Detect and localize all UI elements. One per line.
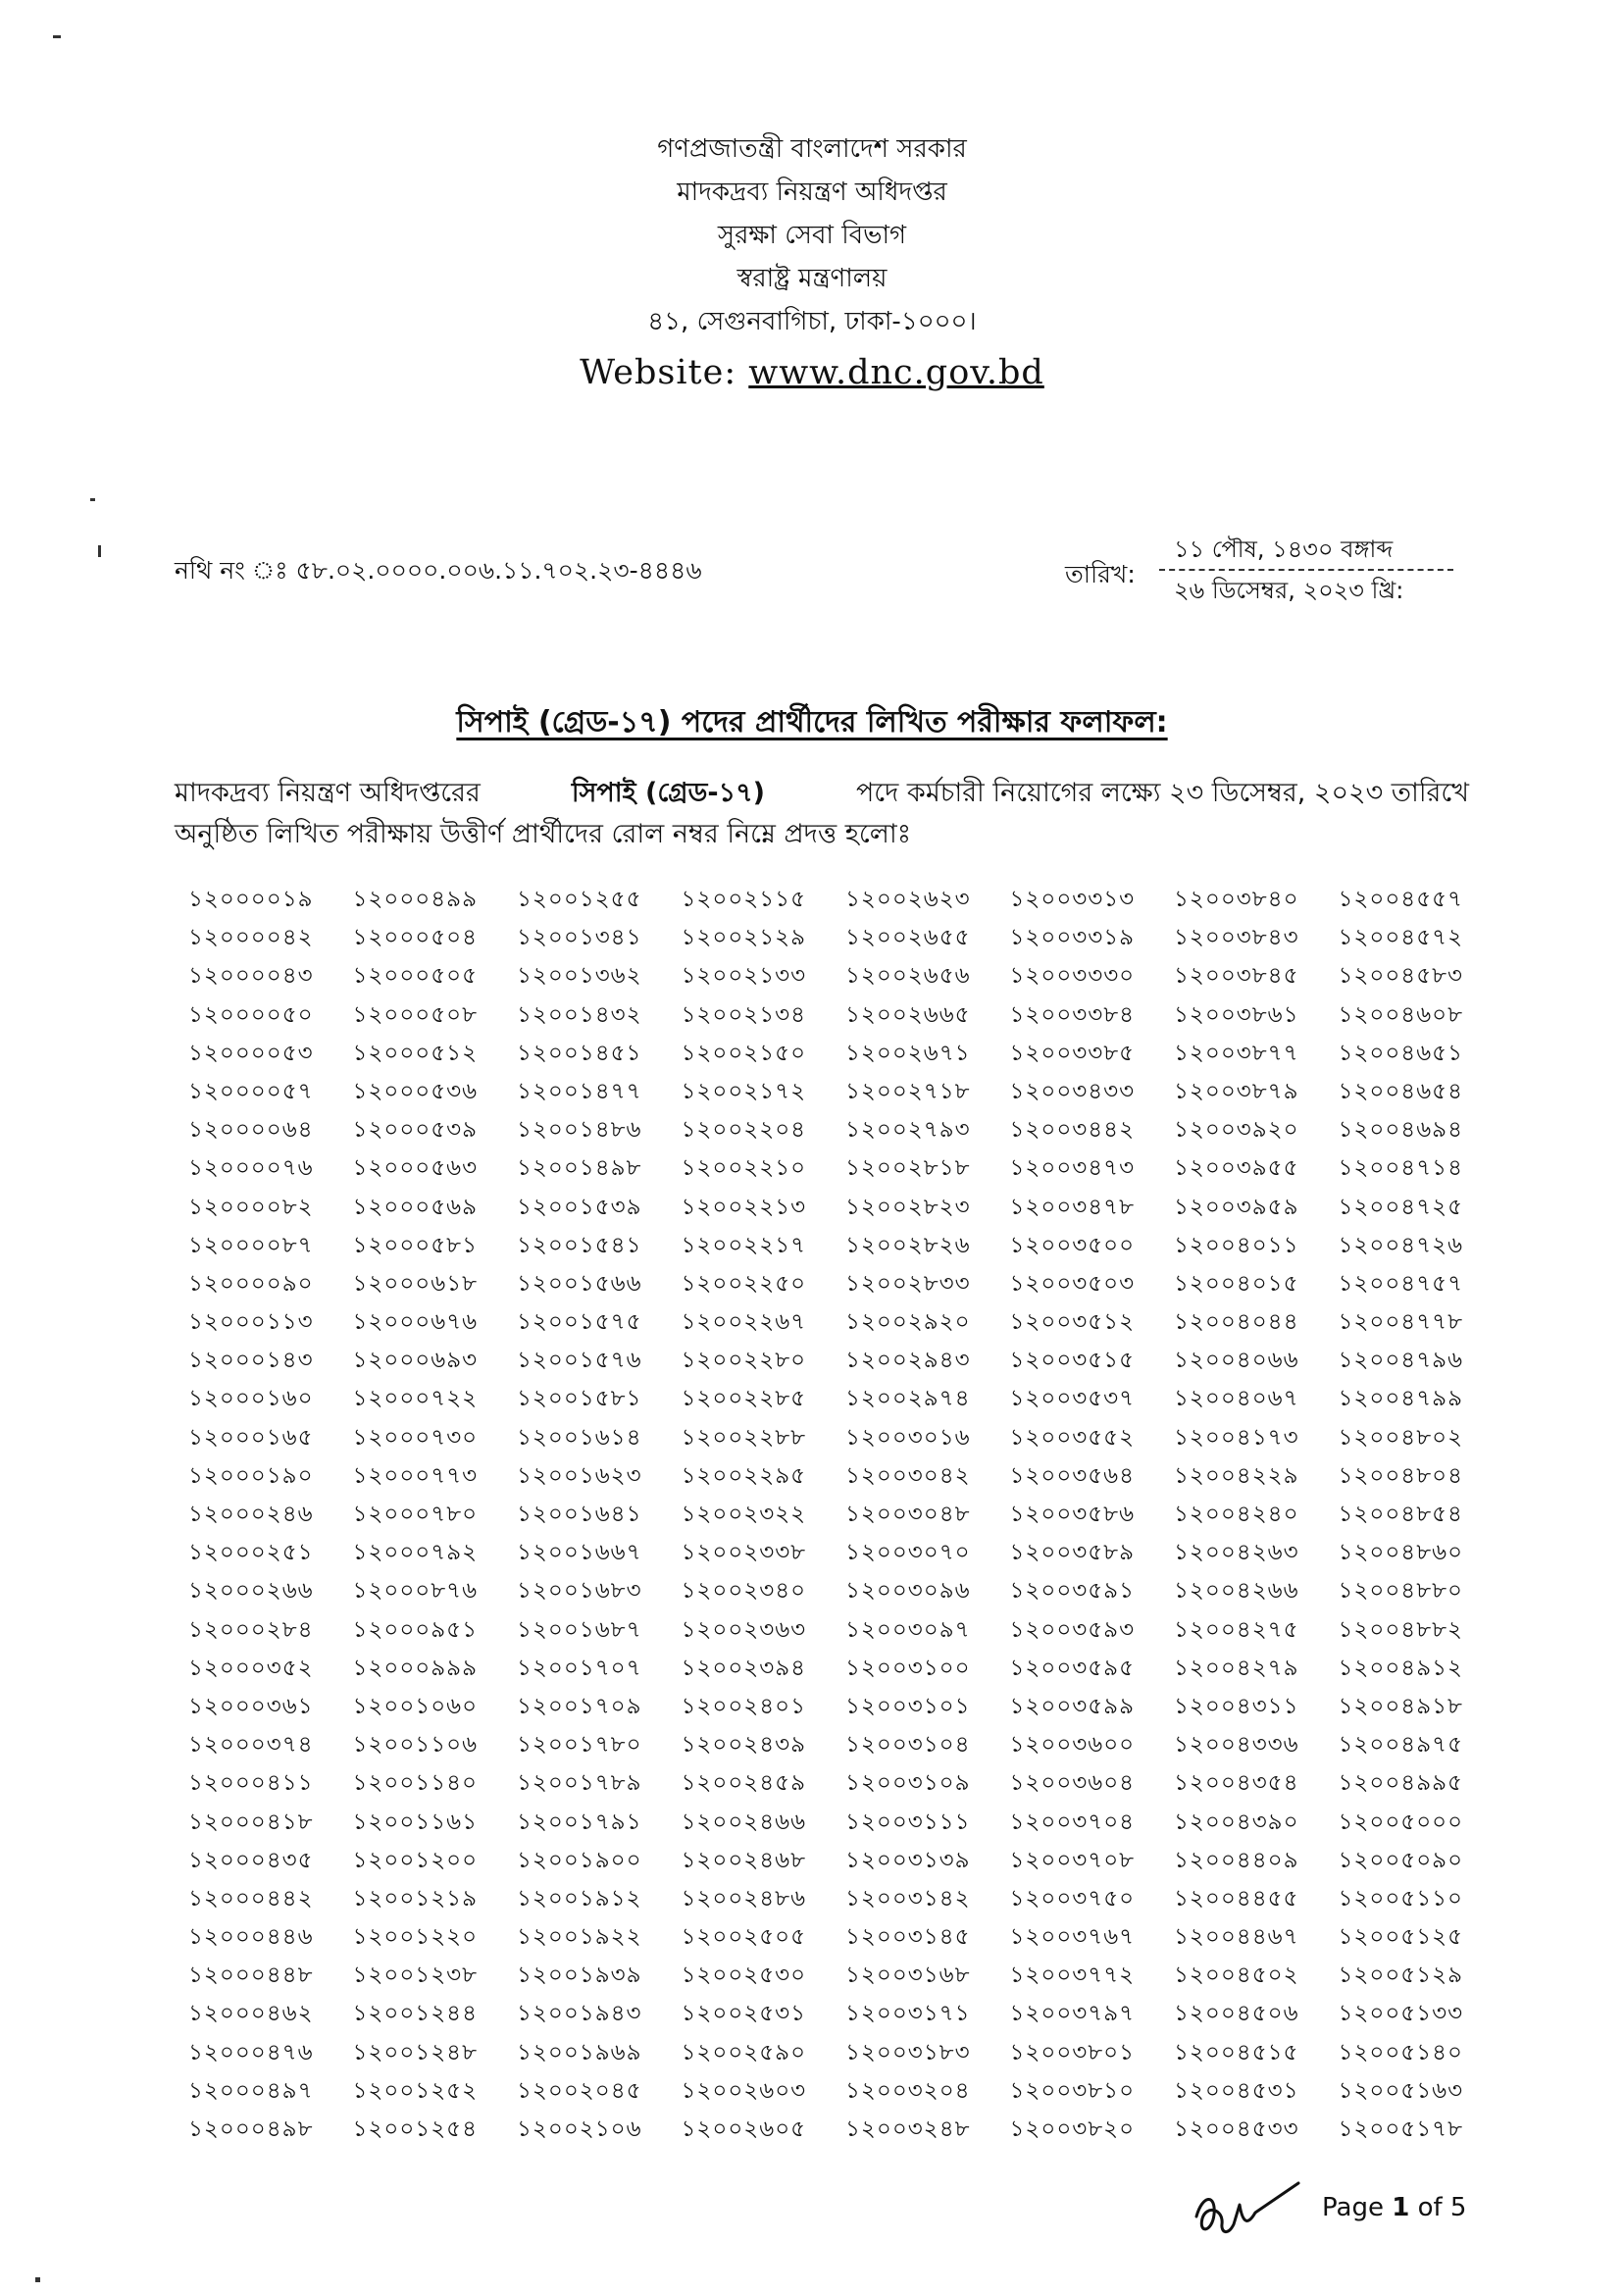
- roll-number: ১২০০৪৮৫৪: [1338, 1502, 1463, 1527]
- roll-number: ১২০০৩১০৪: [845, 1732, 971, 1759]
- roll-number: ১২০০৫১১০: [1338, 1885, 1464, 1912]
- date-label: তারিখ:: [1065, 560, 1136, 588]
- roll-number: ১২০০৪৫০৬: [1174, 2001, 1299, 2027]
- roll-number: ১২০০৩৩১৩: [1009, 887, 1136, 912]
- roll-number: ১২০০৪২৬৩: [1174, 1540, 1299, 1566]
- roll-number: ১২০০১৯৩৯: [517, 1963, 642, 1989]
- roll-number: ১২০০২৭৯৩: [845, 1117, 971, 1144]
- roll-number: ১২০০৪১৭৩: [1174, 1424, 1299, 1451]
- roll-number: ১২০০৩৫৩৭: [1009, 1386, 1136, 1412]
- ministry-name: স্বরাষ্ট্র মন্ত্রণালয়: [736, 264, 888, 293]
- roll-number: ১২০০৩১৪৫: [845, 1924, 971, 1951]
- roll-number: ১২০০০৪৯৯: [352, 887, 479, 912]
- roll-number: ১২০০৩৮৭৭: [1174, 1040, 1299, 1066]
- roll-number: ১২০০৪২৪০: [1174, 1502, 1299, 1527]
- roll-number: ১২০০০৭২২: [352, 1386, 479, 1412]
- roll-number: ১২০০২৬৬৫: [845, 1001, 971, 1028]
- roll-number: ১২০০১২২০: [352, 1924, 479, 1951]
- roll-number: ১২০০০৫৬৯: [352, 1194, 479, 1220]
- roll-number: ১২০০২৪৬৬: [681, 1809, 807, 1835]
- roll-number: ১২০০৪৯১২: [1338, 1655, 1464, 1681]
- roll-number: ১২০০০০৪৩: [188, 963, 314, 990]
- roll-number: ১২০০৩৫৯৫: [1009, 1655, 1136, 1681]
- roll-number: ১২০০৩৯৫৯: [1174, 1194, 1299, 1220]
- roll-number: ১২০০০১৬৫: [188, 1424, 314, 1451]
- website-line: [0, 353, 1624, 392]
- roll-number: ১২০০০৬১৮: [352, 1270, 479, 1297]
- roll-number: ১২০০১৪৭৭: [517, 1078, 642, 1104]
- roll-number: ১২০০৩০৪২: [845, 1462, 971, 1489]
- roll-number: ১২০০৫১৩৩: [1338, 2001, 1464, 2027]
- roll-number: ১২০০৩৮৪৩: [1174, 925, 1299, 951]
- roll-number: ১২০০১৩৪১: [517, 925, 642, 951]
- roll-number: ১২০০৩৫০০: [1009, 1232, 1136, 1258]
- roll-number: ১২০০২৪৩৯: [681, 1732, 807, 1759]
- roll-number: ১২০০৩১০০: [845, 1655, 971, 1681]
- roll-number: ১২০০২২০৪: [681, 1117, 807, 1144]
- roll-number: ১২০০৪০৪৪: [1174, 1309, 1299, 1336]
- roll-number: ১২০০২৬২৩: [845, 887, 971, 912]
- roll-number: ১২০০৩০৪৮: [845, 1502, 971, 1527]
- roll-number: ১২০০৩৭৬৭: [1009, 1924, 1136, 1951]
- roll-number: ১২০০০১৯০: [188, 1462, 314, 1489]
- roll-number: ১২০০৪২৭৫: [1174, 1616, 1299, 1643]
- roll-number: ১২০০৪২২৯: [1174, 1462, 1299, 1489]
- division-name: সুরক্ষা সেবা বিভাগ: [717, 221, 907, 250]
- roll-number: ১২০০৪৮৬০: [1338, 1540, 1464, 1566]
- roll-number: ১২০০০৫০৫: [352, 963, 479, 990]
- roll-number: ১২০০৪৮০২: [1338, 1424, 1464, 1451]
- roll-number: ১২০০১৫৮১: [517, 1386, 642, 1412]
- roll-number: ১২০০১২৪৪: [352, 2001, 479, 2027]
- roll-number: ১২০০৩৮৭৯: [1174, 1078, 1299, 1104]
- roll-number: ১২০০০০৮৭: [188, 1232, 314, 1258]
- roll-number: ১২০০২৯৪৩: [845, 1348, 971, 1374]
- roll-number: ১২০০৩৪৭৩: [1009, 1155, 1136, 1182]
- roll-number: ১২০০২৩৩৮: [681, 1540, 807, 1566]
- roll-number: ১২০০২২১৭: [681, 1232, 807, 1258]
- roll-number: ১২০০০৬৯৩: [352, 1348, 479, 1374]
- roll-number: ১২০০২১৭২: [681, 1078, 807, 1104]
- roll-number: ১২০০২৩২২: [681, 1502, 807, 1527]
- roll-number: ১২০০২২৯৫: [681, 1462, 807, 1489]
- roll-number: ১২০০০৪১৮: [188, 1809, 314, 1835]
- roll-number: ১২০০৪০৬৭: [1174, 1386, 1299, 1412]
- roll-number: ১২০০১০৬০: [352, 1693, 479, 1719]
- roll-number: ১২০০১২৫৪: [352, 2116, 479, 2142]
- roll-number: ১২০০৪৫১৫: [1174, 2039, 1299, 2065]
- roll-number: ১২০০৪৭৭৮: [1338, 1309, 1464, 1336]
- roll-number: ১২০০০৫৮১: [352, 1232, 479, 1258]
- roll-number: ১২০০০৪৭৬: [188, 2039, 314, 2065]
- roll-number: ১২০০২৯২০: [845, 1309, 971, 1336]
- roll-number: ১২০০১৯৪৩: [517, 2001, 642, 2027]
- roll-number: ১২০০৪৬৫৪: [1338, 1078, 1464, 1104]
- roll-number: ১২০০৪৩৩৬: [1174, 1732, 1299, 1759]
- roll-number: ১২০০১৭৯১: [517, 1809, 642, 1835]
- roll-number: ১২০০৪৮৮০: [1338, 1578, 1464, 1605]
- roll-number: ১২০০২৬৭১: [845, 1040, 971, 1066]
- roll-number: ১২০০৩০১৬: [845, 1424, 971, 1451]
- roll-number: ১২০০০৫০৪: [352, 925, 479, 951]
- roll-number: ১২০০০২৬৬: [188, 1578, 314, 1605]
- roll-number: ১২০০৩৮৪৫: [1174, 963, 1299, 990]
- roll-number: ১২০০৩৩৮৫: [1009, 1040, 1136, 1066]
- roll-number: ১২০০২৫৩০: [681, 1963, 807, 1989]
- scan-mark: [90, 498, 95, 501]
- website-link[interactable]: www.dnc.gov.bd: [748, 353, 1044, 392]
- roll-number: ১২০০১২১৯: [352, 1885, 479, 1912]
- roll-number: ১২০০১৭০৯: [517, 1693, 642, 1719]
- roll-number: ১২০০০৩৭৪: [188, 1732, 314, 1759]
- roll-number: ১২০০৪৭৫৭: [1338, 1270, 1464, 1297]
- roll-number: ১২০০৩৬০৪: [1009, 1770, 1136, 1797]
- roll-number: ১২০০০০৫৩: [188, 1040, 314, 1066]
- roll-number: ১২০০৫১৪০: [1338, 2039, 1464, 2065]
- roll-number: ১২০০১১৪০: [352, 1770, 479, 1797]
- roll-number: ১২০০৩৪৪২: [1009, 1117, 1136, 1144]
- roll-number: ১২০০২৬৫৬: [845, 963, 971, 990]
- roll-number: ১২০০১৩৬২: [517, 963, 642, 990]
- roll-number: ১২০০২৪০১: [681, 1693, 807, 1719]
- letterhead: [0, 127, 1624, 392]
- roll-number: ১২০০৩১৬৮: [845, 1963, 971, 1989]
- roll-number: ১২০০৪৫৭২: [1338, 925, 1464, 951]
- roll-number: ১২০০৪৮০৪: [1338, 1462, 1464, 1489]
- roll-number: ১২০০২১৫০: [681, 1040, 807, 1066]
- roll-number: ১২০০৩৫৯৯: [1009, 1693, 1136, 1719]
- roll-number: ১২০০১৬৬৭: [517, 1540, 642, 1566]
- roll-number: ১২০০৩৮৪০: [1174, 887, 1299, 912]
- govt-name: গণপ্রজাতন্ত্রী বাংলাদেশ সরকার: [657, 134, 967, 164]
- page-of: of: [1417, 2193, 1443, 2222]
- roll-number: ১২০০০৪৬২: [188, 2001, 314, 2027]
- intro-line-2: অনুষ্ঠিত লিখিত পরীক্ষায় উত্তীর্ণ প্রার্থীদের রোল নম্বর নিম্নে প্রদত্ত হলোঃ: [175, 819, 912, 849]
- roll-number: ১২০০০৫৩৯: [352, 1117, 479, 1144]
- roll-number: ১২০০২৩৬৩: [681, 1616, 807, 1643]
- roll-number: ১২০০৪৭১৪: [1338, 1155, 1464, 1182]
- roll-number: ১২০০২২১৩: [681, 1194, 807, 1220]
- roll-number: ১২০০২১২৯: [681, 925, 807, 951]
- roll-number: ১২০০২৮২৩: [845, 1194, 971, 1220]
- roll-number: ১২০০২৫০৫: [681, 1924, 807, 1951]
- roll-number: ১২০০১৯২২: [517, 1924, 642, 1951]
- roll-number: ১২০০৪৯৭৫: [1338, 1732, 1464, 1759]
- roll-number: ১২০০৩৮৬১: [1174, 1001, 1299, 1028]
- roll-number: ১২০০৪৭২৬: [1338, 1232, 1464, 1258]
- roll-number: ১২০০২০৪৫: [517, 2077, 642, 2104]
- roll-number: ১২০০০৪১১: [188, 1770, 314, 1797]
- roll-number: ১২০০৩৫৫২: [1009, 1424, 1136, 1451]
- roll-number: ১২০০০৪৩৫: [188, 1847, 314, 1873]
- roll-number: ১২০০৩১০৯: [845, 1770, 971, 1797]
- roll-number: ১২০০১৬১৪: [517, 1424, 642, 1451]
- roll-number: ১২০০৩৫০৩: [1009, 1270, 1136, 1297]
- roll-number: ১২০০২৭১৮: [845, 1078, 971, 1104]
- roll-number: ১২০০০২৫১: [188, 1540, 314, 1566]
- roll-number: ১২০০৪৬৯৪: [1338, 1117, 1464, 1144]
- roll-number: ১২০০৩৫৯১: [1009, 1578, 1136, 1605]
- page-word: Page: [1322, 2193, 1384, 2222]
- date-block: [1159, 530, 1453, 610]
- roll-number: ১২০০০০৮২: [188, 1194, 314, 1220]
- roll-number: ১২০০১৫৩৯: [517, 1194, 642, 1220]
- roll-number: ১২০০১৪৫১: [517, 1040, 642, 1066]
- roll-number: ১২০০১৯৬৯: [517, 2039, 642, 2065]
- scan-mark: [35, 2277, 40, 2282]
- roll-number: ১২০০২৩৪০: [681, 1578, 807, 1605]
- page-number: [1322, 2193, 1466, 2222]
- roll-number: ১২০০৩৬০০: [1009, 1732, 1136, 1759]
- roll-number: ১২০০৫০৯০: [1338, 1847, 1464, 1873]
- roll-number: ১২০০৪২৬৬: [1174, 1578, 1299, 1605]
- roll-number: ১২০০২২১০: [681, 1155, 807, 1182]
- roll-number: ১২০০১৫৭৬: [517, 1348, 642, 1374]
- roll-number: ১২০০১২০০: [352, 1847, 479, 1873]
- roll-number: ১২০০৩১০১: [845, 1693, 971, 1719]
- roll-number: ১২০০৩১৭১: [845, 2001, 971, 2027]
- roll-number: ১২০০৪৬০৮: [1338, 1001, 1464, 1028]
- page-title: [0, 698, 1624, 748]
- roll-number: ১২০০৩৩৮৪: [1009, 1001, 1136, 1028]
- page-total: 5: [1449, 2193, 1467, 2222]
- roll-number: ১২০০২৬০৩: [681, 2077, 807, 2104]
- roll-number: ১২০০৩৩১৯: [1009, 925, 1136, 951]
- roll-number: ১২০০২২৫০: [681, 1270, 807, 1297]
- roll-number: ১২০০১৪৯৮: [517, 1155, 642, 1182]
- roll-number: ১২০০৩২০৪: [845, 2077, 971, 2104]
- roll-number: ১২০০৩০৯৭: [845, 1616, 971, 1643]
- roll-number: ১২০০৩৭৫০: [1009, 1885, 1136, 1912]
- roll-number: ১২০০৩১৪২: [845, 1885, 971, 1912]
- roll-number: ১২০০৪০১১: [1174, 1232, 1299, 1258]
- roll-number: ১২০০১৭৮০: [517, 1732, 642, 1759]
- roll-number: ১২০০১২৫৫: [517, 887, 642, 912]
- roll-number: ১২০০৩২৪৮: [845, 2116, 971, 2142]
- roll-number: ১২০০০৭৩০: [352, 1424, 479, 1451]
- roll-number: ১২০০৪৪৬৭: [1174, 1924, 1299, 1951]
- roll-number: ১২০০০৭৭৩: [352, 1462, 479, 1489]
- date-gregorian: ২৬ ডিসেম্বর, ২০২৩ খ্রি:: [1174, 577, 1404, 604]
- roll-number: ১২০০০৯৯৯: [352, 1655, 479, 1681]
- roll-number: ১২০০০৭৯২: [352, 1540, 479, 1566]
- roll-number: ১২০০৩১৮৩: [845, 2039, 971, 2065]
- roll-number: ১২০০৩৮২০: [1009, 2116, 1136, 2142]
- roll-number: ১২০০৩০৯৬: [845, 1578, 971, 1605]
- roll-number: ১২০০০০৭৬: [188, 1155, 314, 1182]
- page-current: 1: [1392, 2193, 1410, 2222]
- roll-number: ১২০০১৯১২: [517, 1885, 642, 1912]
- roll-number: ১২০০৩৩৩০: [1009, 963, 1136, 990]
- scan-mark: [98, 545, 101, 557]
- roll-number: ১২০০২৪৫৯: [681, 1770, 807, 1797]
- roll-number: ১২০০১৫৬৬: [517, 1270, 642, 1297]
- intro-part-1: মাদকদ্রব্য নিয়ন্ত্রণ অধিদপ্তরের: [175, 778, 481, 808]
- roll-number: ১২০০০৭৮০: [352, 1502, 479, 1527]
- roll-number: ১২০০১২৪৮: [352, 2039, 479, 2065]
- roll-number: ১২০০১৪৮৬: [517, 1117, 642, 1144]
- roll-number: ১২০০২২৮৮: [681, 1424, 807, 1451]
- roll-number: ১২০০১৬৮৩: [517, 1578, 642, 1605]
- roll-number: ১২০০৪৫৩১: [1174, 2077, 1299, 2104]
- intro-part-2: পদে কর্মচারী নিয়োগের লক্ষ্যে ২৩ ডিসেম্বর, ২০২৩ তারিখে: [855, 778, 1469, 808]
- roll-number: ১২০০০৪৯৮: [188, 2116, 314, 2142]
- roll-number: ১২০০২৬০৫: [681, 2116, 807, 2142]
- website-label: Website:: [580, 353, 737, 392]
- roll-number: ১২০০২৩৯৪: [681, 1655, 807, 1681]
- roll-number: ১২০০৩৭৯৭: [1009, 2001, 1136, 2027]
- roll-number: ১২০০৪৫৮৩: [1338, 963, 1464, 990]
- roll-number: ১২০০২৫৩১: [681, 2001, 807, 2027]
- roll-number: ১২০০২২৮৫: [681, 1386, 807, 1412]
- roll-number: ১২০০৪৩৫৪: [1174, 1770, 1299, 1797]
- roll-number: ১২০০২৮২৬: [845, 1232, 971, 1258]
- roll-number: ১২০০৩৫১২: [1009, 1309, 1136, 1336]
- roll-number: ১২০০৩৫৯৩: [1009, 1616, 1136, 1643]
- roll-number: ১২০০২৯৭৪: [845, 1386, 971, 1412]
- roll-number: ১২০০১৭৮৯: [517, 1770, 642, 1797]
- roll-number: ১২০০২১৩৩: [681, 963, 807, 990]
- roll-number: ১২০০২১৩৪: [681, 1001, 807, 1028]
- roll-number: ১২০০৩৯৫৫: [1174, 1155, 1299, 1182]
- roll-number: ১২০০০৩৫২: [188, 1655, 314, 1681]
- roll-number: ১২০০৪৪৫৫: [1174, 1885, 1299, 1912]
- roll-number: ১২০০৫১৬৩: [1338, 2077, 1464, 2104]
- roll-number: ১২০০০০৪২: [188, 925, 314, 951]
- roll-number: ১২০০১১৬১: [352, 1809, 479, 1835]
- roll-number: ১২০০৫১২৯: [1338, 1963, 1464, 1989]
- roll-number: ১২০০৪৯৯৫: [1338, 1770, 1463, 1797]
- roll-number: ১২০০২৬৫৫: [845, 925, 971, 951]
- roll-number: ১২০০০৬৭৬: [352, 1309, 479, 1336]
- roll-number: ১২০০১৬৪১: [517, 1502, 642, 1527]
- intro-post-name: সিপাই (গ্রেড-১৭): [571, 778, 766, 808]
- roll-number: ১২০০৩১৩৯: [845, 1847, 971, 1873]
- roll-number: ১২০০০০১৯: [188, 887, 314, 912]
- roll-number: ১২০০২২৮০: [681, 1348, 807, 1374]
- roll-number: ১২০০০০৬৪: [188, 1117, 314, 1144]
- roll-number: ১২০০৩৮১০: [1009, 2077, 1136, 2104]
- roll-number: ১২০০২১১৫: [681, 887, 807, 912]
- roll-number: ১২০০০১৪৩: [188, 1348, 314, 1374]
- roll-number: ১২০০৫১২৫: [1338, 1924, 1464, 1951]
- roll-number: ১২০০৪০১৫: [1174, 1270, 1299, 1297]
- roll-number: ১২০০০০৯০: [188, 1270, 314, 1297]
- roll-number: ১২০০৩১১১: [845, 1809, 971, 1835]
- date-bangla: ১১ পৌষ, ১৪৩০ বঙ্গাব্দ: [1174, 535, 1394, 563]
- signature: [1189, 2175, 1306, 2244]
- roll-number: ১২০০৪৫০২: [1174, 1963, 1299, 1989]
- roll-number: ১২০০৪৬৫১: [1338, 1040, 1464, 1066]
- roll-number: ১২০০১৬৮৭: [517, 1616, 642, 1643]
- roll-number: ১২০০৪৭৯৬: [1338, 1348, 1464, 1374]
- roll-number: ১২০০১৪৩২: [517, 1001, 642, 1028]
- roll-number: ১২০০০৩৬১: [188, 1693, 314, 1719]
- roll-number: ১২০০৪৩৯০: [1174, 1809, 1299, 1835]
- intro-paragraph: [175, 773, 1469, 855]
- roll-number: ১২০০৩৭০৪: [1009, 1809, 1136, 1835]
- roll-number: ১২০০০২৪৬: [188, 1502, 314, 1527]
- roll-number: ১২০০১৭০৭: [517, 1655, 642, 1681]
- roll-number: ১২০০০৪৪৮: [188, 1963, 314, 1989]
- roll-number: ১২০০৪৭২৫: [1338, 1194, 1464, 1220]
- roll-number: ১২০০২৮১৮: [845, 1155, 971, 1182]
- roll-number-table: [188, 881, 1473, 2149]
- roll-number: ১২০০২৮৩৩: [845, 1270, 971, 1297]
- roll-number: ১২০০০১৬০: [188, 1386, 314, 1412]
- roll-number: ১২০০৪৫৩৩: [1174, 2116, 1299, 2142]
- intro-line-1: [175, 773, 1469, 814]
- roll-number: ১২০০৪৯১৮: [1338, 1693, 1463, 1719]
- roll-number: ১২০০১১০৬: [352, 1732, 479, 1759]
- roll-number: ১২০০০৮৭৬: [352, 1578, 479, 1605]
- roll-number: ১২০০২৫৯০: [681, 2039, 807, 2065]
- roll-number: ১২০০৩৫১৫: [1009, 1348, 1136, 1374]
- roll-number: ১২০০০৯৫১: [352, 1616, 479, 1643]
- roll-number: ১২০০৩৯২০: [1174, 1117, 1299, 1144]
- roll-number: ১২০০১৫৪১: [517, 1232, 642, 1258]
- roll-number: ১২০০০২৮৪: [188, 1616, 314, 1643]
- roll-number: ১২০০১২৫২: [352, 2077, 479, 2104]
- roll-number: ১২০০৪৫৫৭: [1338, 887, 1464, 912]
- roll-number: ১২০০০১১৩: [188, 1309, 314, 1336]
- roll-number: ১২০০৩৭৭২: [1009, 1963, 1136, 1989]
- roll-number: ১২০০২৪৬৮: [681, 1847, 807, 1873]
- roll-number: ১২০০৩৫৬৪: [1009, 1462, 1136, 1489]
- roll-number: ১২০০২৪৮৬: [681, 1885, 807, 1912]
- roll-number: ১২০০৪৭৯৯: [1338, 1386, 1464, 1412]
- memo-number: নথি নং ঃ ৫৮.০২.০০০০.০০৬.১১.৭০২.২৩-৪৪৪৬: [175, 556, 702, 585]
- roll-number: ১২০০১২৩৮: [352, 1963, 479, 1989]
- roll-number: ১২০০২২৬৭: [681, 1309, 807, 1336]
- roll-number: ১২০০০৫৬৩: [352, 1155, 479, 1182]
- roll-number: ১২০০৫১৭৮: [1338, 2116, 1464, 2142]
- roll-number: ১২০০১৬২৩: [517, 1462, 642, 1489]
- roll-number: ১২০০৩৮০১: [1009, 2039, 1136, 2065]
- roll-number: ১২০০০৪৪৬: [188, 1924, 314, 1951]
- roll-number: ১২০০১৯০০: [517, 1847, 642, 1873]
- roll-number: ১২০০২১০৬: [517, 2116, 642, 2142]
- roll-number: ১২০০৪২৭৯: [1174, 1655, 1299, 1681]
- roll-number: ১২০০০০৫৭: [188, 1078, 314, 1104]
- scan-mark: [53, 35, 61, 38]
- roll-number: ১২০০৩৫৮৯: [1009, 1540, 1136, 1566]
- roll-number: ১২০০০০৫০: [188, 1001, 314, 1028]
- roll-number: ১২০০০৫১২: [352, 1040, 479, 1066]
- roll-number: ১২০০৫০০০: [1338, 1809, 1464, 1835]
- roll-number: ১২০০৪৩১১: [1174, 1693, 1299, 1719]
- roll-number: ১২০০৩৫৮৬: [1009, 1502, 1136, 1527]
- roll-number: ১২০০০৪৯৭: [188, 2077, 314, 2104]
- roll-number: ১২০০০৫৩৬: [352, 1078, 479, 1104]
- roll-number: ১২০০৪৪০৯: [1174, 1847, 1299, 1873]
- roll-number: ১২০০৩০৭০: [845, 1540, 971, 1566]
- roll-number: ১২০০০৪৪২: [188, 1885, 314, 1912]
- roll-number: ১২০০০৫০৮: [352, 1001, 479, 1028]
- office-address: ৪১, সেগুনবাগিচা, ঢাকা-১০০০।: [647, 307, 977, 336]
- roll-number: ১২০০৩৪৩৩: [1009, 1078, 1136, 1104]
- roll-number: ১২০০৩৪৭৮: [1009, 1194, 1136, 1220]
- roll-number: ১২০০৪০৬৬: [1174, 1348, 1299, 1374]
- department-name: মাদকদ্রব্য নিয়ন্ত্রণ অধিদপ্তর: [677, 178, 947, 207]
- roll-number: ১২০০১৫৭৫: [517, 1309, 642, 1336]
- roll-number: ১২০০৪৮৮২: [1338, 1616, 1464, 1643]
- roll-number: ১২০০৩৭০৮: [1009, 1847, 1136, 1873]
- page-title-text: সিপাই (গ্রেড-১৭) পদের প্রার্থীদের লিখিত পরীক্ষার ফলাফল:: [456, 705, 1168, 739]
